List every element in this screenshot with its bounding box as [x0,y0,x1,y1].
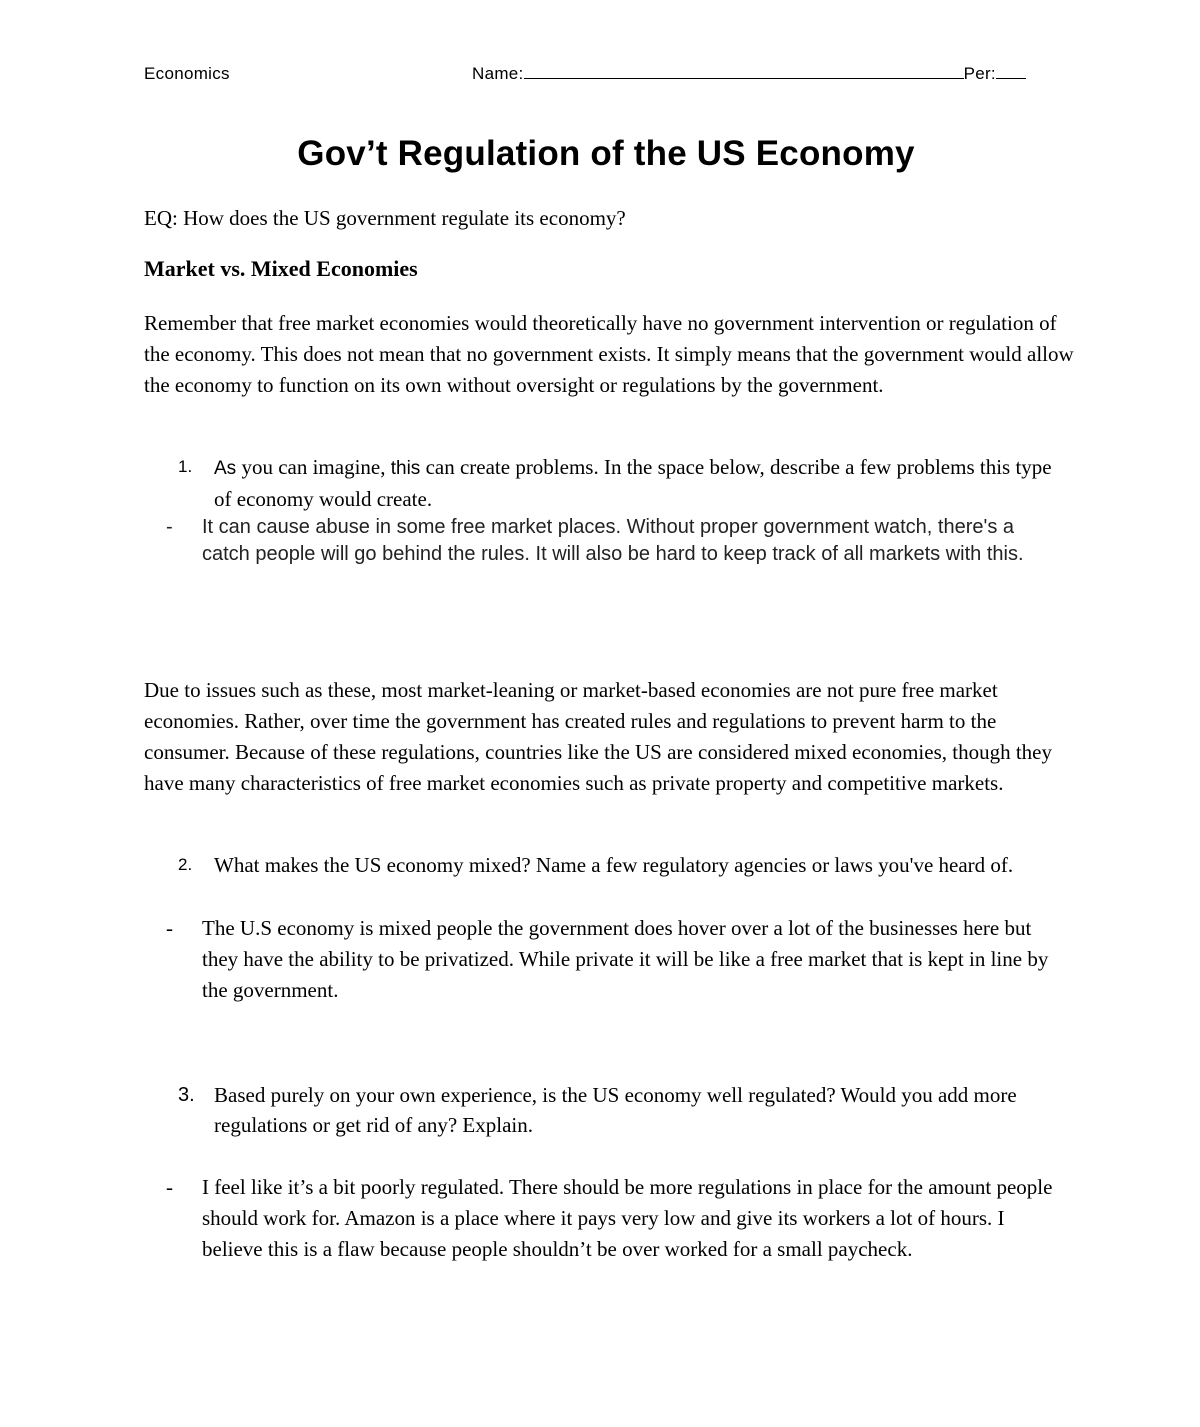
essential-question: EQ: How does the US government regulate its economy? [144,206,626,230]
question-text: Based purely on your own experience, is the US economy well regulated? Would you add more regulations or get rid of any? Explain. [214,1083,1017,1137]
answer-dash: - [166,1175,173,1199]
answer-text: The U.S economy is mixed people the government does hover over a lot of the businesses here but they have the ability to be privatized. While private it will be like a free market that is kept in line by the government. [202,916,1049,1002]
name-label: Name: [472,64,524,83]
question-text: What makes the US economy mixed? Name a few regulatory agencies or laws you've heard of. [214,853,1014,877]
answer-3[interactable] [166,1172,1066,1265]
intro-paragraph: Remember that free market economies would theoretically have no government intervention or regulation of the economy. This does not mean that no government exists. It simply means that the government would allow the economy to function on its own without oversight or regulations by the government. [144,311,1074,397]
question-2 [178,850,1058,880]
answer-dash: - [166,516,173,538]
question-lead: As [214,458,237,479]
question-text-2: can create problems. In the space below, describe a few problems this type of economy would create. [214,455,1052,511]
answer-dash: - [166,916,173,940]
name-field[interactable] [472,64,1026,84]
answer-2[interactable] [166,913,1066,1006]
question-3 [178,1080,1058,1140]
per-blank[interactable] [996,64,1026,79]
page-title: Gov’t Regulation of the US Economy [297,134,915,173]
question-number: 2. [178,855,193,874]
per-label: Per: [963,64,996,83]
section-heading: Market vs. Mixed Economies [144,256,418,281]
answer-text: It can cause abuse in some free market places. Without proper government watch, there's a catch people will go behind the rules. It will also be hard to keep track of all markets with this. [202,516,1024,565]
question-number: 3. [178,1084,195,1106]
question-1 [178,452,1058,514]
subject-label: Economics [144,64,230,83]
answer-text: I feel like it’s a bit poorly regulated. There should be more regulations in place for the amount people should work for. Amazon is a place where it pays very low and give its workers a lot of hours. I believe this is a flaw because people shouldn’t be over worked for a small paycheck. [202,1175,1053,1261]
answer-1[interactable] [166,514,1066,568]
question-text: you can imagine, [241,455,386,479]
question-lead-2: this [390,458,421,479]
question-number: 1. [178,457,193,476]
name-blank[interactable] [524,64,964,79]
second-paragraph: Due to issues such as these, most market-leaning or market-based economies are not pure free market economies. Rather, over time the government has created rules and regulations to prevent harm to the consumer. Because of these regulations, countries like the US are considered mixed economies, though they have many characteristics of free market economies such as private property and competitive markets. [144,678,1052,795]
